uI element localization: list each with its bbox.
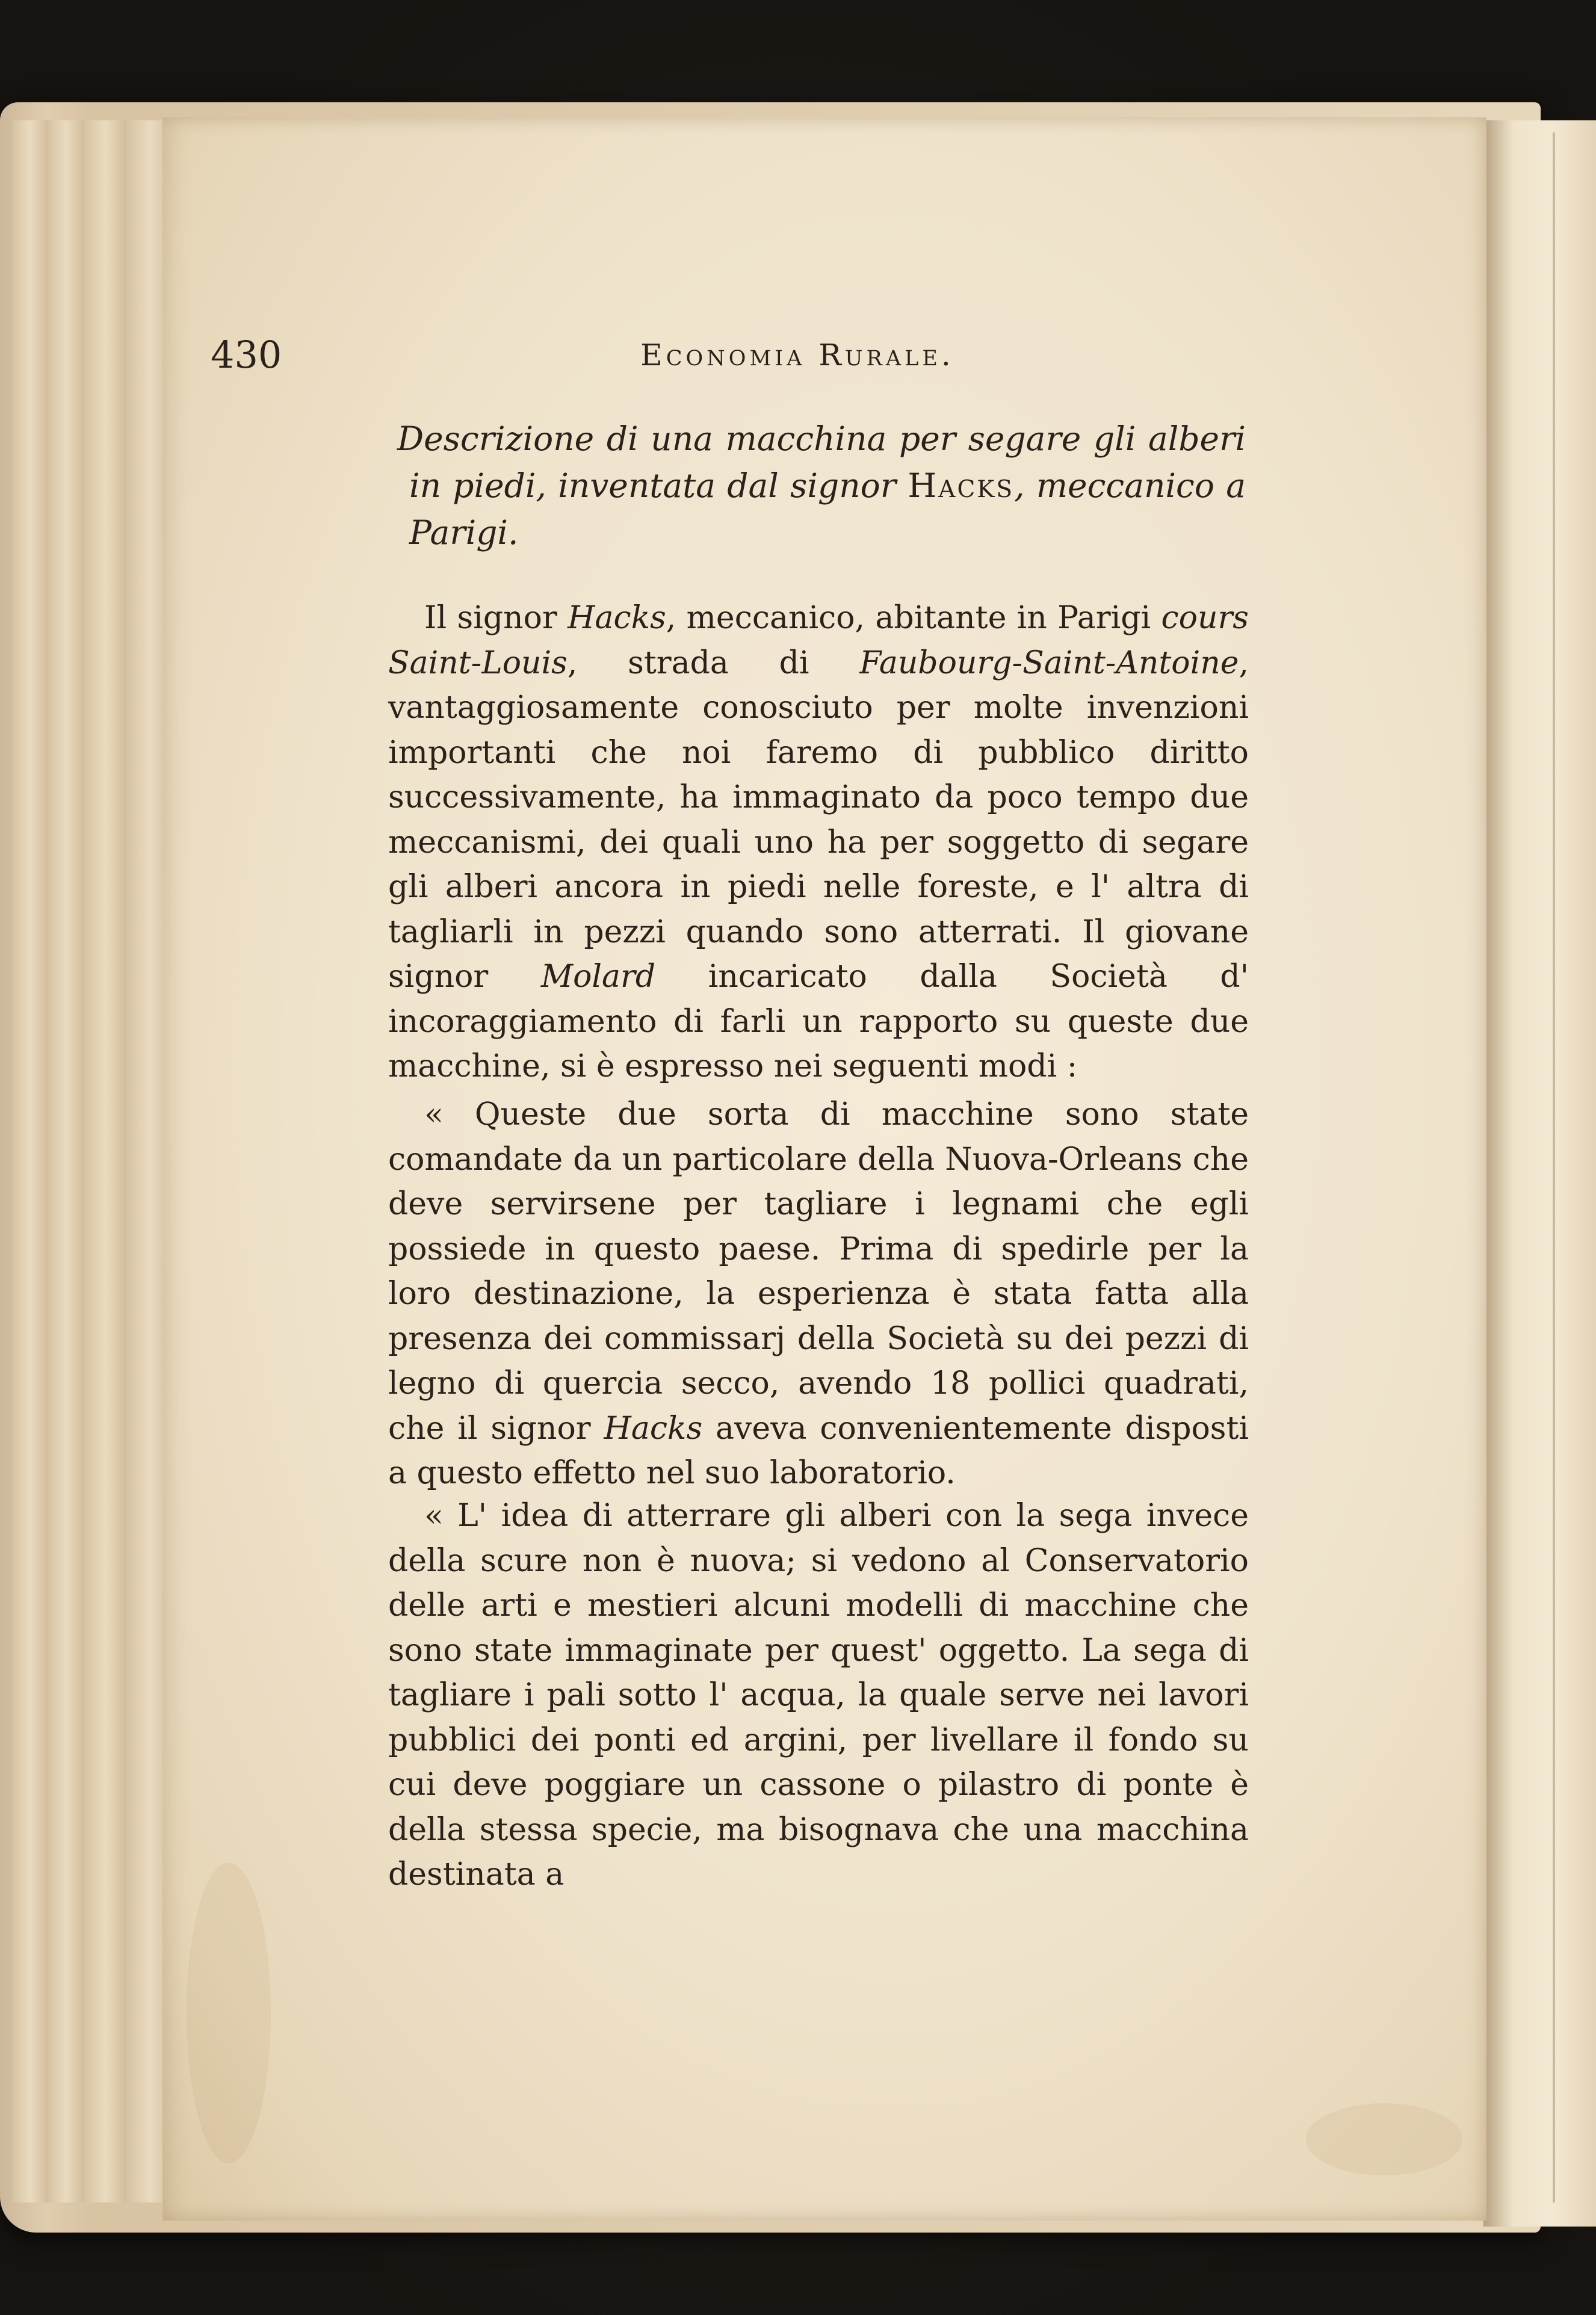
text-run: Il signor <box>424 600 568 636</box>
next-page-edge <box>1483 120 1596 2227</box>
italic-place: Faubourg-Saint-Antoine <box>859 644 1239 681</box>
paragraph-3 <box>388 1494 1249 1897</box>
gutter-line <box>1553 132 1555 2202</box>
text-run: incaricato dalla Società d' incoraggiamento di farli un rapporto su queste due macchine, si è espresso nei seguenti modi : <box>388 959 1249 1084</box>
text-run: aveva convenientemente disposti a questo effetto nel suo laboratorio. <box>388 1410 1249 1491</box>
italic-name: Hacks <box>604 1410 703 1447</box>
text-run: « L' idea di atterrare gli alberi con la sega invece della scure non è nuova; si vedono al Conservatorio delle arti e mestieri alcuni modelli di macchine che sono state immaginate per quest' oggetto. La sega di tagliare i pali sotto l' acqua, la quale serve nei lavori pubblici dei ponti ed argini, per livellare il fondo su cui deve poggiare un cassone o pilastro di ponte è della stessa specie, ma bisognava che una macchina destinata a <box>388 1498 1249 1893</box>
paragraph-1 <box>388 596 1249 1089</box>
text-run: , vantaggiosamente conosciuto per molte invenzioni importanti che noi faremo di pubblico diritto successivamente, ha immaginato da poco tempo due meccanismi, dei quali uno ha per soggetto di segare gli alberi ancora in piedi nelle foreste, e l' altra di tagliarli in pezzi quando sono atterrati. Il giovane signor <box>388 644 1249 995</box>
italic-name: Hacks <box>568 600 666 636</box>
text-run: , strada di <box>567 644 860 681</box>
page-number: 430 <box>211 333 282 377</box>
title-part: Descrizione di una macchina per segare gli alberi in piedi, inventata dal signor <box>397 419 1246 505</box>
italic-name: Molard <box>540 959 656 995</box>
page-edge <box>48 120 85 2202</box>
running-head <box>211 319 1246 391</box>
article-title <box>397 415 1246 556</box>
text-run: « Queste due sorta di macchine sono state comandate da un particolare della Nuova-Orleans che deve servirsene per tagliare i legnami che egli possiede in questo paese. Prima di spedirle per la loro destinazione, la esperienza è stata fatta alla presenza dei commissarj della Società su dei pezzi di legno di quercia secco, avendo 18 pollici quadrati, che il signor <box>388 1096 1249 1447</box>
foxing-stain <box>187 1862 271 2163</box>
italic-place: cours Saint-Louis <box>388 600 1249 681</box>
foxing-stain <box>1306 2103 1462 2175</box>
title-inventor-name: Hacks <box>908 466 1015 505</box>
page-edge <box>84 120 128 2202</box>
paragraph-2 <box>388 1092 1249 1496</box>
title-part: , meccanico a Parigi. <box>409 466 1246 552</box>
text-run: , meccanico, abitante in Parigi <box>666 600 1161 636</box>
section-title: Economia Rurale. <box>640 338 954 372</box>
page-edge <box>12 120 49 2202</box>
